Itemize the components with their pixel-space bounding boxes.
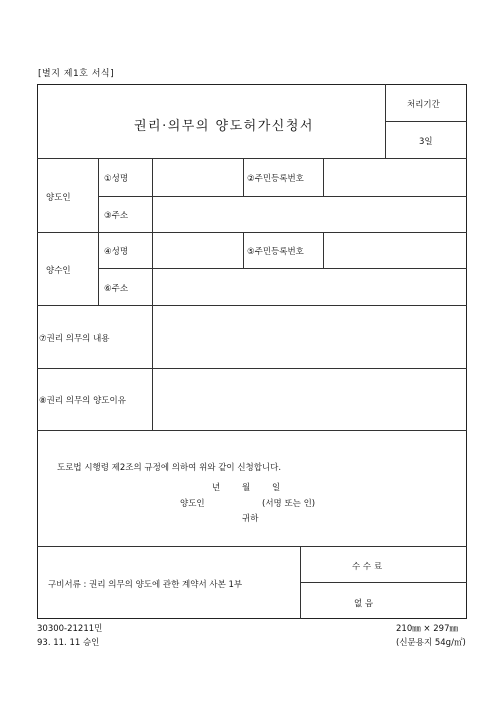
declaration-statement: 도로법 시행령 제2조의 규정에 의하여 위와 같이 신청합니다.: [57, 463, 282, 473]
form-number: [별지 제1호 서식]: [38, 69, 115, 79]
transferee-address-label: ⑥주소: [104, 284, 129, 294]
divider-transferee-id-right: [323, 232, 324, 268]
fee-value: 없 음: [354, 599, 374, 609]
divider-rights-label: [152, 305, 153, 430]
transferee-label: 양수인: [46, 266, 71, 276]
approval-date: 93. 11. 11 승인: [37, 638, 100, 648]
divider-transferee-mid: [98, 268, 467, 269]
transferee-name-label: ④성명: [104, 247, 129, 257]
divider-party-label: [98, 158, 99, 305]
processing-period-value: 3일: [419, 137, 433, 147]
divider-name-label: [152, 158, 153, 305]
transferor-id-label: ②주민등록번호: [247, 174, 304, 184]
paper-size: 210㎜ × 297㎜: [396, 624, 458, 634]
divider-title-right: [385, 84, 386, 158]
divider-transferor-id-right: [323, 158, 324, 196]
divider-transferor-id-left: [243, 158, 244, 196]
transferor-label: 양도인: [46, 193, 71, 203]
divider-attachments-fee: [300, 546, 301, 619]
divider-content-bottom: [37, 368, 467, 369]
date-day-label: 일: [272, 483, 281, 493]
signature-note: (서명 또는 인): [262, 499, 316, 509]
processing-period-label: 처리기간: [407, 100, 440, 110]
divider-title-bottom: [37, 158, 467, 159]
addressee-label: 귀하: [242, 514, 259, 524]
divider-transferor-mid: [98, 196, 467, 197]
divider-transferee-bottom: [37, 305, 467, 306]
divider-transferor-bottom: [37, 232, 467, 233]
transferor-address-label: ③주소: [104, 211, 129, 221]
paper-type: (신문용지 54g/㎡): [396, 638, 466, 648]
attachments-text: 구비서류 : 권리 의무의 양도에 관한 계약서 사본 1부: [48, 580, 243, 590]
transferor-name-label: ①성명: [104, 174, 129, 184]
divider-processing-mid: [385, 121, 467, 122]
fee-label: 수 수 료: [352, 562, 383, 572]
rights-content-label: ⑦권리 의무의 내용: [39, 334, 110, 344]
form-title: 권리·의무의 양도허가신청서: [134, 119, 314, 134]
transferee-id-label: ⑤주민등록번호: [247, 247, 304, 257]
date-year-label: 년: [212, 483, 221, 493]
divider-reason-bottom: [37, 430, 467, 431]
divider-fee-mid: [300, 582, 467, 583]
form-code: 30300-21211민: [37, 624, 103, 634]
application-form: [37, 84, 467, 619]
applicant-label: 양도인: [180, 499, 205, 509]
rights-reason-label: ⑧권리 의무의 양도이유: [39, 396, 126, 406]
date-month-label: 월: [242, 483, 251, 493]
divider-transferee-id-left: [243, 232, 244, 268]
divider-declaration-bottom: [37, 546, 467, 547]
